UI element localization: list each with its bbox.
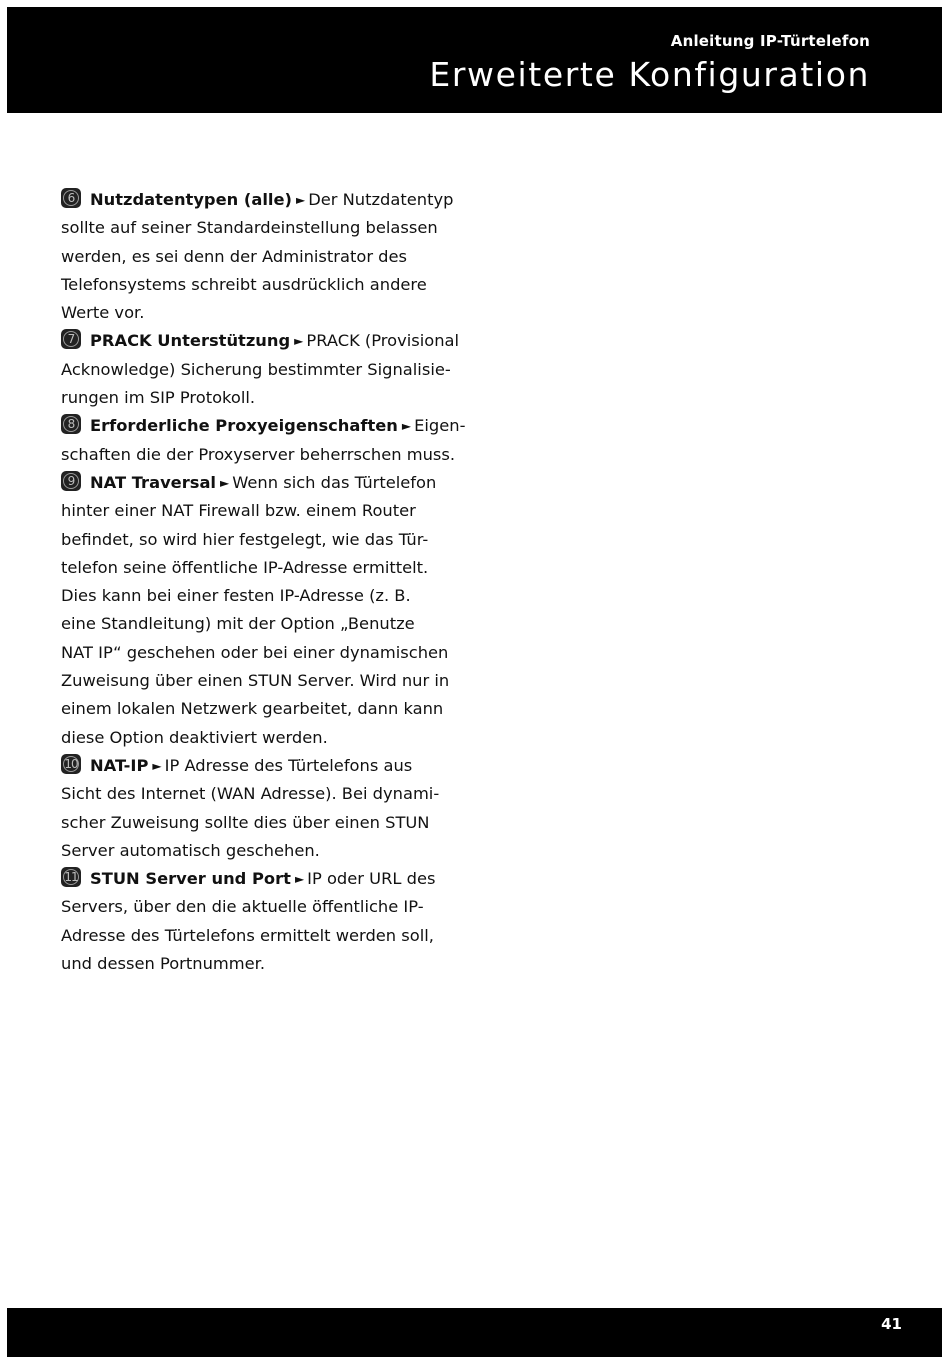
number-badge-icon	[61, 414, 81, 434]
page-number: 41	[881, 1315, 902, 1333]
entry-first-line	[61, 186, 456, 214]
page-title: Erweiterte Konfiguration	[429, 55, 870, 94]
entry-term: NAT-IP	[90, 755, 149, 775]
number-badge-icon	[61, 329, 81, 349]
manual-label: Anleitung IP-Türtelefon	[670, 32, 870, 50]
arrow-right-icon: ►	[295, 193, 306, 207]
header-bar	[7, 7, 942, 113]
entry-text: IP Adresse des Türtelefons aus	[164, 755, 413, 775]
list-item	[61, 327, 460, 412]
arrow-right-icon: ►	[294, 334, 304, 349]
arrow-right-icon: ►	[220, 475, 230, 490]
entry-term: NAT Traversal	[90, 472, 217, 492]
entry-text: PRACK (Provisional	[306, 331, 460, 351]
entry-text-line: hinter einer NAT Firewall bzw. einem Router	[61, 501, 416, 521]
badge-number: 8	[67, 417, 75, 432]
entry-first-line	[61, 412, 466, 440]
entry-text-line: rungen im SIP Protokoll.	[61, 388, 256, 408]
content-column	[61, 186, 466, 978]
entry-text: IP oder URL des	[307, 869, 436, 889]
entry-first-line	[61, 752, 456, 780]
list-item	[61, 412, 466, 469]
number-badge-icon	[61, 471, 81, 491]
entry-text-line: Sicht des Internet (WAN Adresse). Bei dynami-	[61, 784, 440, 804]
entry-term: Erforderliche Proxyeigenschaften	[90, 416, 398, 436]
entry-text-line: Dies kann bei einer festen IP-Adresse (z. B.	[61, 586, 411, 606]
entry-text: Der Nutzdatentyp	[308, 190, 454, 209]
entry-text: Wenn sich das Türtelefon	[232, 472, 437, 492]
list-item	[61, 186, 456, 327]
entry-text-line: schaften die der Proxyserver beherrschen muss.	[61, 444, 456, 464]
entry-text-line: Server automatisch geschehen.	[61, 840, 320, 860]
entry-text-line: NAT IP“ geschehen oder bei einer dynamischen	[61, 642, 449, 662]
badge-number: 11	[64, 870, 78, 885]
arrow-right-icon: ►	[401, 419, 412, 434]
number-badge-icon	[61, 867, 81, 887]
entry-text-line: Adresse des Türtelefons ermittelt werden soll,	[61, 925, 434, 945]
arrow-right-icon: ►	[152, 758, 162, 773]
entry-text-line: Zuweisung über einen STUN Server. Wird nur in	[61, 671, 450, 691]
entry-text-line: Werte vor.	[61, 303, 145, 323]
entry-text-line: eine Standleitung) mit der Option „Benutze	[61, 614, 415, 634]
entry-text-line: telefon seine öffentliche IP-Adresse ermittelt.	[61, 557, 429, 577]
badge-number: 6	[67, 191, 75, 205]
entry-text-line: und dessen Portnummer.	[61, 954, 265, 974]
entry-text-line: scher Zuweisung sollte dies über einen STUN	[61, 812, 430, 832]
entry-term: STUN Server und Port	[90, 869, 291, 889]
arrow-right-icon: ►	[294, 872, 305, 887]
list-item	[61, 469, 456, 752]
entry-text-line: Acknowledge) Sicherung bestimmter Signalisie-	[61, 359, 451, 379]
badge-number: 7	[67, 332, 75, 347]
entry-text-line: diese Option deaktiviert werden.	[61, 727, 328, 747]
entry-text-line: sollte auf seiner Standardeinstellung belassen	[61, 218, 438, 238]
entry-first-line	[61, 469, 456, 497]
badge-number: 9	[67, 473, 75, 488]
entry-text-line: befindet, so wird hier festgelegt, wie das Tür-	[61, 529, 429, 549]
list-item	[61, 752, 456, 865]
entry-term: PRACK Unterstützung	[90, 331, 291, 351]
entry-text: Eigen-	[414, 416, 466, 436]
number-badge-icon	[61, 188, 81, 208]
entry-text-line: Telefonsystems schreibt ausdrücklich andere	[61, 274, 427, 294]
entry-text-line: Servers, über den die aktuelle öffentliche IP-	[61, 897, 424, 917]
entry-text-line: einem lokalen Netzwerk gearbeitet, dann kann	[61, 699, 444, 719]
badge-number: 10	[64, 756, 78, 771]
footer-bar	[7, 1308, 942, 1357]
number-badge-icon	[61, 754, 81, 774]
entry-first-line	[61, 865, 456, 893]
entry-first-line	[61, 327, 460, 355]
entry-term: Nutzdatentypen (alle)	[90, 190, 292, 209]
list-item	[61, 865, 456, 978]
entry-text-line: werden, es sei denn der Administrator des	[61, 246, 408, 266]
